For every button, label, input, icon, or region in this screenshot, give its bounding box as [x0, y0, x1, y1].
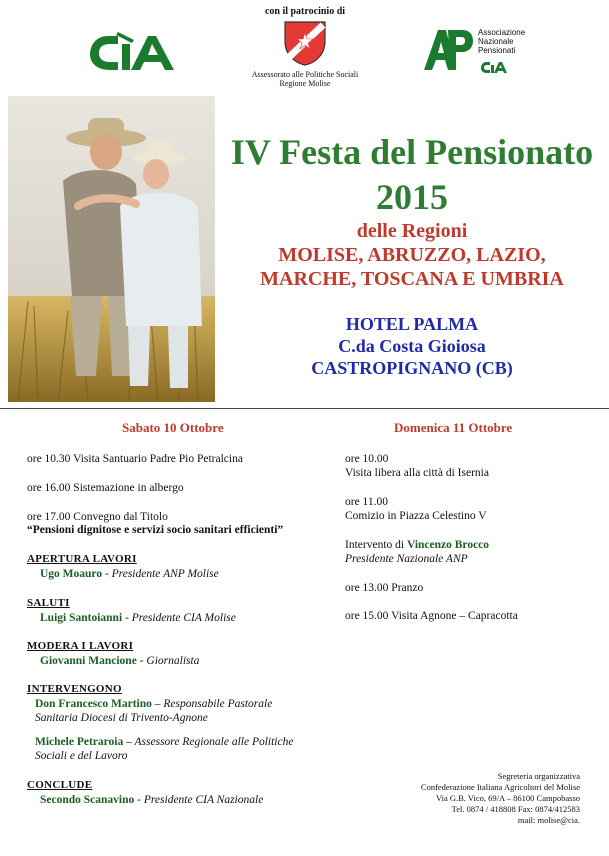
conclude-heading: CONCLUDE	[27, 779, 93, 791]
intervengono-heading: INTERVENGONO	[27, 683, 122, 695]
footer-line2: Confederazione Italiana Agricoltori del Molise	[420, 782, 580, 792]
saluti-role: - Presidente CIA Molise	[122, 612, 236, 624]
sunday-item-1: Visita libera alla città di Isernia	[345, 467, 489, 479]
sunday-item-4: ore 15.00 Visita Agnone – Capracotta	[345, 610, 518, 622]
regione-molise-shield-icon	[282, 19, 328, 67]
interv-prefix: Intervento di	[345, 539, 407, 551]
patronage-label	[245, 6, 365, 17]
saluti-name: Luigi Santoianni	[40, 612, 123, 624]
sunday-item-2: Comizio in Piazza Celestino V	[345, 510, 487, 522]
int2-name: Michele Petraroia	[35, 736, 124, 748]
intervention-1	[35, 697, 355, 711]
sunday-time-2: ore 11.00	[345, 496, 389, 508]
anp-line3: Pensionati	[478, 46, 516, 55]
section-divider	[0, 408, 609, 409]
apertura-speaker	[40, 567, 360, 581]
interv-role: Presidente Nazionale ANP	[345, 553, 468, 565]
patronage-text: con il patrocinio di	[264, 6, 346, 17]
regions-line1: MOLISE, ABRUZZO, LAZIO,	[278, 244, 546, 266]
event-subtitle: delle Regioni	[356, 220, 468, 242]
venue-address: C.da Costa Gioiosa	[338, 336, 486, 356]
saluti-heading: SALUTI	[27, 597, 70, 609]
regions-line2: MARCHE, TOSCANA E UMBRIA	[260, 268, 564, 290]
saturday-item-2: ore 16.00 Sistemazione in albergo	[27, 482, 184, 494]
organizer-footer	[380, 771, 580, 826]
conclude-role: - Presidente CIA Nazionale	[134, 794, 264, 806]
footer-line1: Segreteria organizzativa	[497, 771, 580, 781]
anp-name	[478, 28, 558, 55]
conference-title: “Pensioni dignitose e servizi socio sanitari efficienti”	[27, 524, 284, 536]
anp-logo	[422, 22, 474, 74]
saluti-speaker	[40, 611, 360, 625]
saturday-heading: Sabato 10 Ottobre	[122, 420, 224, 435]
sunday-intervention	[345, 538, 585, 552]
int2-role: – Assessore Regionale alle Politiche	[123, 736, 294, 748]
interv-name: Vincenzo Brocco	[406, 539, 490, 551]
modera-speaker	[40, 654, 360, 668]
cia-logo	[88, 28, 176, 74]
dancing-couple-photo	[8, 96, 215, 402]
int2-role-cont: Sociali e del Lavoro	[35, 750, 128, 762]
venue-hotel: HOTEL PALMA	[345, 314, 479, 334]
sunday-heading: Domenica 11 Ottobre	[394, 420, 513, 435]
saturday-item-1: ore 10.30 Visita Santuario Padre Pio Petralcina	[27, 453, 243, 465]
apertura-role: - Presidente ANP Molise	[102, 568, 219, 580]
anp-line2: Nazionale	[478, 37, 514, 46]
event-title: IV Festa del Pensionato	[230, 132, 594, 172]
modera-role: - Giornalista	[136, 655, 200, 667]
footer-line5: mail: molise@cia.	[517, 815, 580, 825]
conclude-speaker	[40, 793, 360, 807]
int1-role-cont: Sanitaria Diocesi di Trivento-Agnone	[35, 712, 208, 724]
apertura-name: Ugo Moauro	[40, 568, 103, 580]
apertura-heading: APERTURA LAVORI	[27, 553, 137, 565]
sunday-time-1: ore 10.00	[345, 453, 389, 465]
patronage-institution	[240, 70, 370, 88]
patron-line2: Regione Molise	[279, 79, 331, 88]
sunday-item-3: ore 13.00 Pranzo	[345, 582, 424, 594]
anp-line1: Associazione	[478, 28, 526, 37]
patron-line1: Assessorato alle Politiche Sociali	[251, 70, 359, 79]
venue-city: CASTROPIGNANO (CB)	[311, 358, 513, 378]
footer-line4: Tel. 0874 / 418808 Fax: 0874/412583	[451, 804, 580, 814]
modera-heading: MODERA I LAVORI	[27, 640, 134, 652]
event-year: 2015	[376, 177, 448, 217]
int1-name: Don Francesco Martino	[35, 698, 152, 710]
modera-name: Giovanni Mancione	[40, 655, 137, 667]
int1-role: – Responsabile Pastorale	[151, 698, 273, 710]
conclude-name: Secondo Scanavino	[40, 794, 135, 806]
saturday-item-3: ore 17.00 Convegno dal Titolo	[27, 511, 168, 523]
intervention-2	[35, 735, 355, 749]
anp-cia-mini-logo	[480, 60, 508, 74]
footer-line3: Via G.B. Vico, 69/A – 86100 Campobasso	[435, 793, 580, 803]
